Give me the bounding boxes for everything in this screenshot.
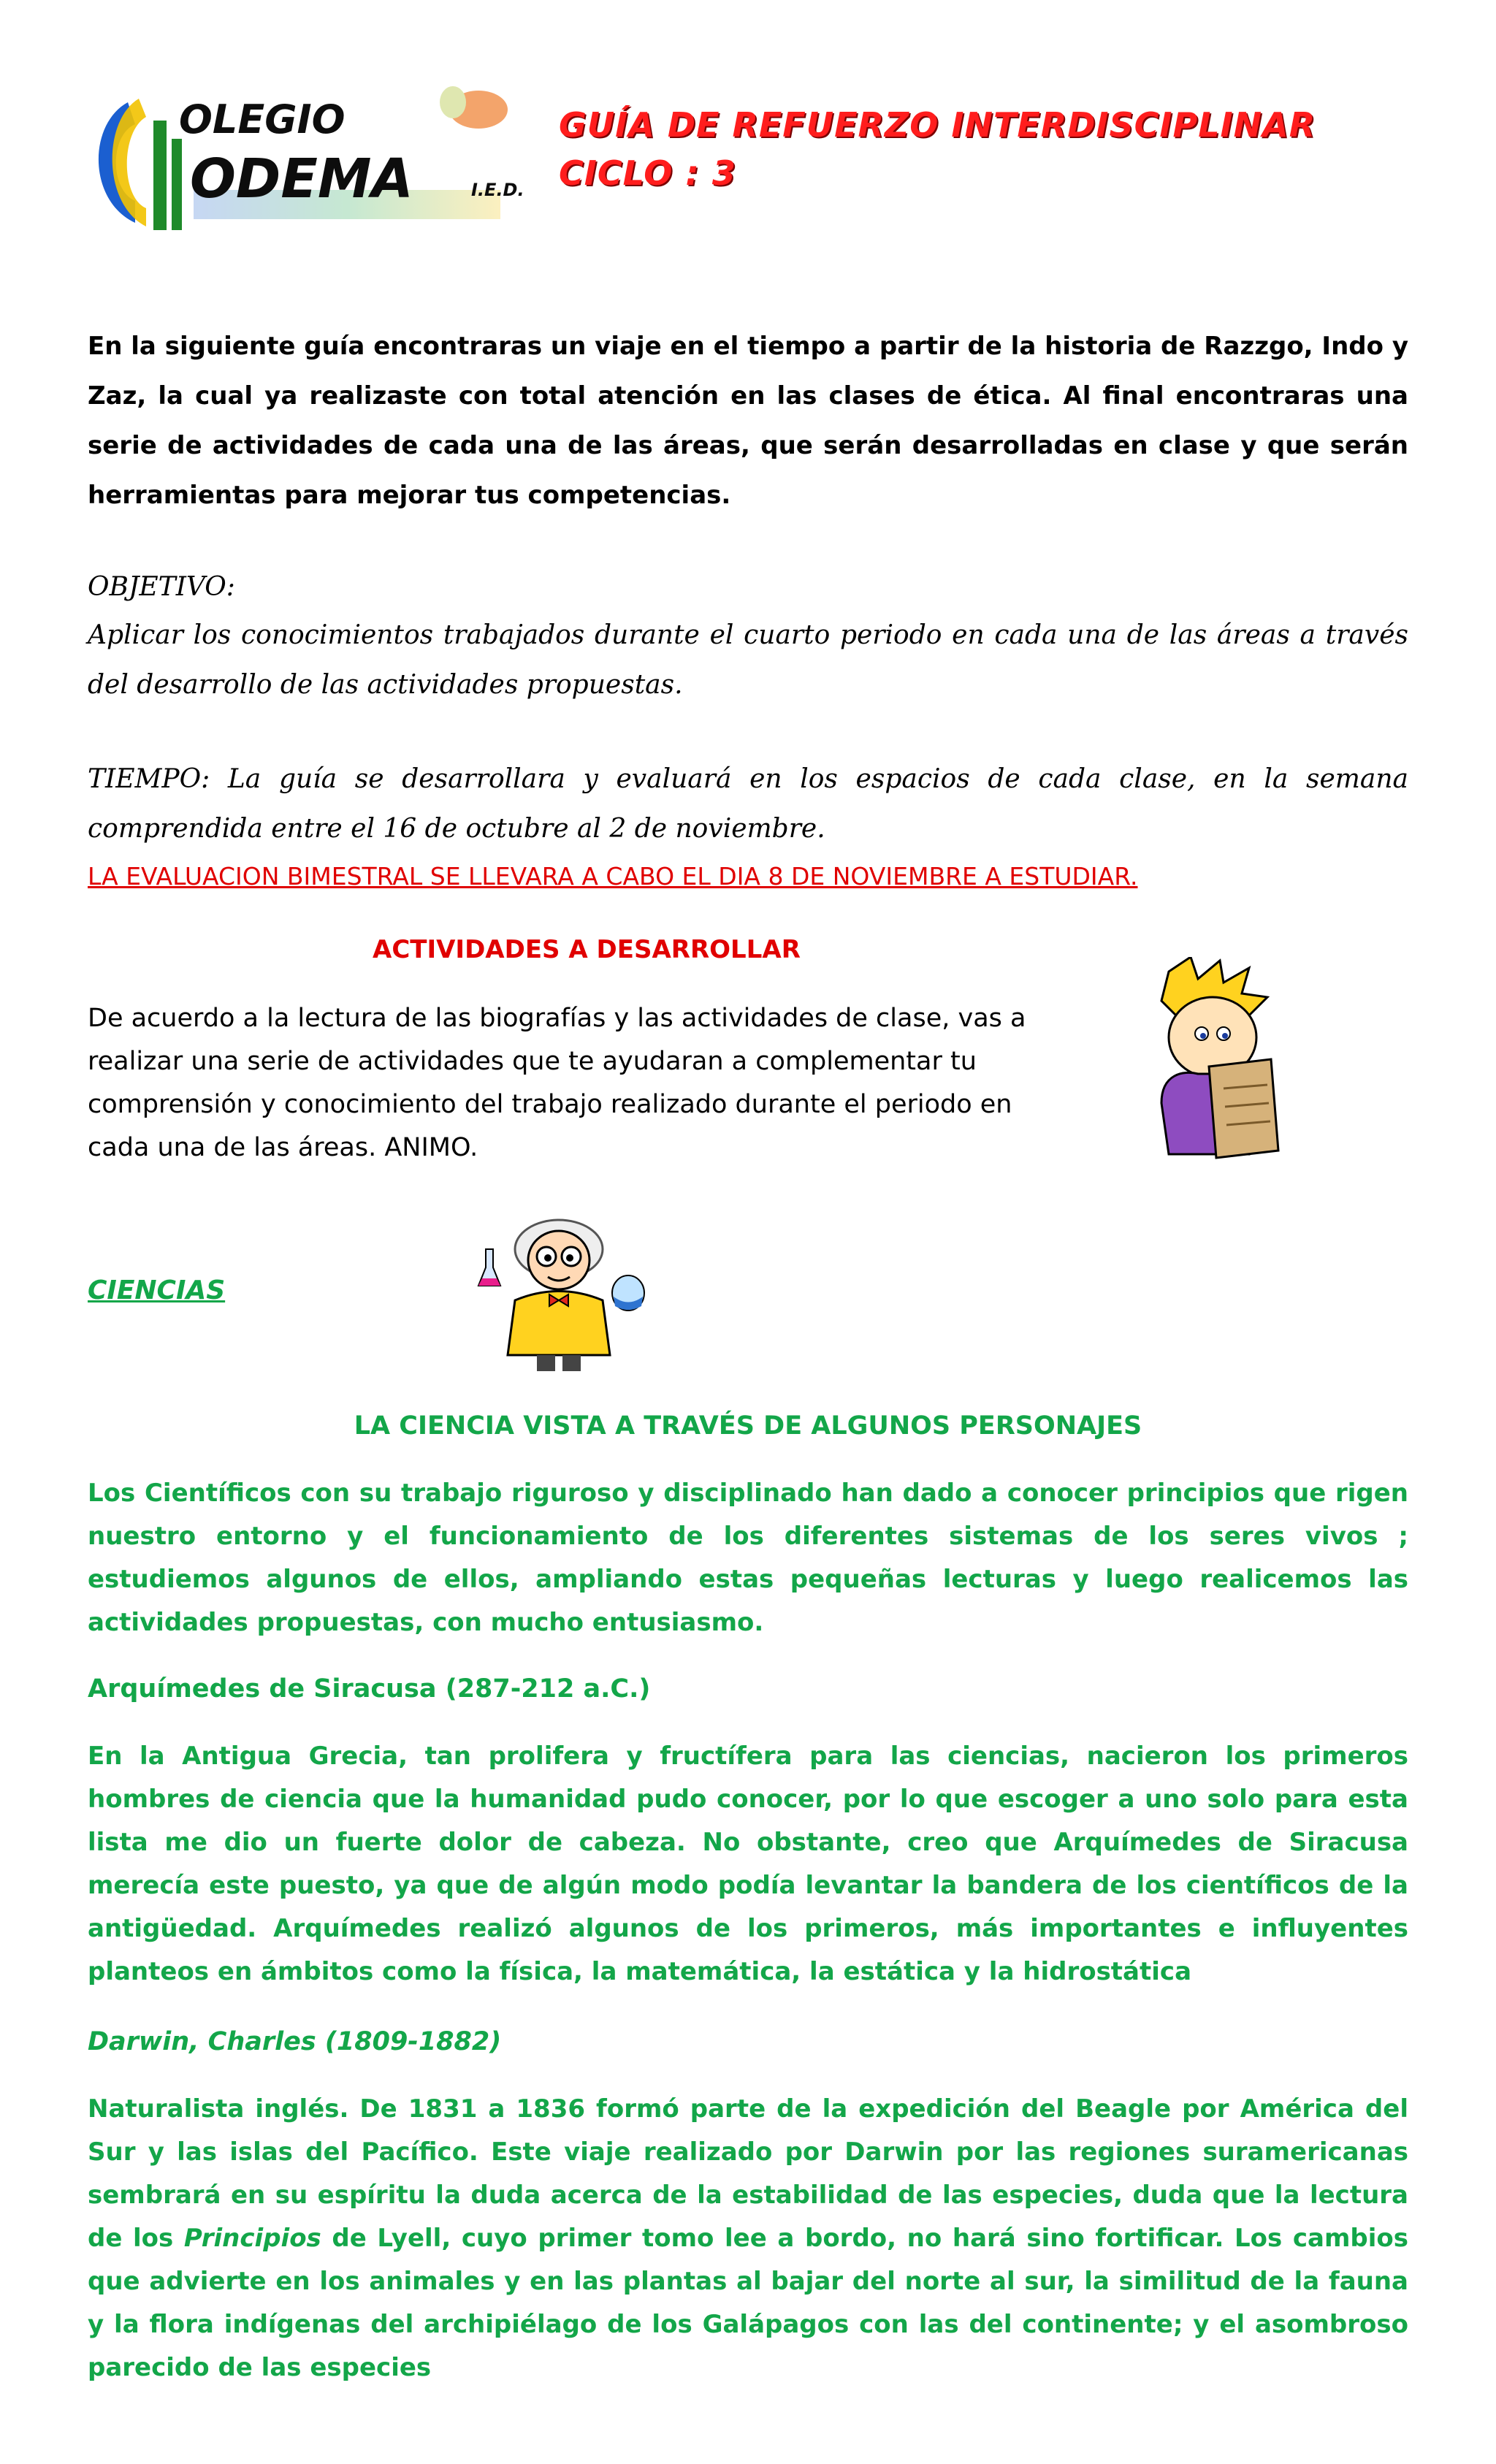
- logo-line2: ODEMA: [190, 148, 413, 210]
- science-section-label: CIENCIAS: [88, 1275, 226, 1305]
- darwin-text-b: de Lyell, cuyo primer tomo lee a bordo, no hará sino fortificar. Los cambios que advierte en los animales y en las plantas al bajar del norte al sur, la similitud de la fauna y la flora indígenas del archipiélago de los Galápagos con las del continente; y el asombroso parecido de las especies: [88, 2224, 1408, 2382]
- archimedes-heading: Arquímedes de Siracusa (287-212 a.C.): [88, 1674, 651, 1704]
- activities-text: De acuerdo a la lectura de las biografías y las actividades de clase, vas a realizar una serie de actividades que te ayudaran a complementar tu comprensión y conocimiento del trabajo realizado durante el periodo en cada una de las áreas. ANIMO.: [88, 1004, 1026, 1162]
- logo-line1: OLEGIO: [179, 96, 346, 142]
- guide-title-line2: CICLO : 3: [559, 153, 736, 193]
- activities-heading: ACTIVIDADES A DESARROLLAR: [373, 935, 801, 964]
- darwin-heading: Darwin, Charles (1809-1882): [88, 2027, 502, 2056]
- objective-text: Aplicar los conocimientos trabajados durante el cuarto periodo en cada una de las áreas a través del desarrollo de las actividades propuestas.: [88, 620, 1408, 700]
- evaluation-notice: LA EVALUACION BIMESTRAL SE LLEVARA A CABO EL DIA 8 DE NOVIEMBRE A ESTUDIAR.: [88, 862, 1138, 890]
- scientist-illustration: [468, 1205, 650, 1377]
- logo-suffix: I.E.D.: [471, 180, 524, 200]
- boy-reading-illustration: [1140, 957, 1286, 1162]
- time-paragraph: TIEMPO: La guía se desarrollara y evaluará en los espacios de cada clase, en la semana comprendida entre el 16 de octubre al 2 de noviembre.: [88, 764, 1408, 844]
- darwin-text: [88, 2088, 1408, 2431]
- science-intro: Los Científicos con su trabajo riguroso y disciplinado han dado a conocer principios que rigen nuestro entorno y el funcionamiento de los diferentes sistemas de los seres vivos ; estudiemos algunos de ellos, ampliando estas pequeñas lecturas y luego realicemos las actividades propuestas, con mucho entusiasmo.: [88, 1479, 1408, 1637]
- archimedes-text: En la Antigua Grecia, tan prolifera y fructífera para las ciencias, nacieron los primeros hombres de ciencia que la humanidad pudo conocer, por lo que escoger a uno solo para esta lista me dio un fuerte dolor de cabeza. No obstante, creo que Arquímedes de Siracusa merecía este puesto, ya que de algún modo podía levantar la bandera de los científicos de la antigüedad. Arquímedes realizó algunos de los primeros, más importantes e influyentes planteos en ámbitos como la física, la matemática, la estática y la hidrostática: [88, 1742, 1408, 1986]
- school-logo: [84, 80, 533, 237]
- darwin-text-a: Naturalista inglés. De 1831 a 1836 formó parte de la expedición del Beagle por América del Sur y las islas del Pacífico. Este viaje realizado por Darwin por las regiones suramericanas sembrará en su espíritu la duda acerca de la estabilidad de las especies, duda que la lectura de los: [88, 2094, 1408, 2253]
- objective-label: OBJETIVO:: [88, 572, 235, 602]
- guide-title: [559, 101, 1435, 197]
- darwin-text-italic: Principios: [183, 2224, 321, 2253]
- guide-title-line1: GUÍA DE REFUERZO INTERDISCIPLINAR: [559, 105, 1316, 145]
- intro-paragraph: En la siguiente guía encontraras un viaje en el tiempo a partir de la historia de Razzgo, Indo y Zaz, la cual ya realizaste con total atención en las clases de ética. Al final encontraras una serie de actividades de cada una de las áreas, que serán desarrolladas en clase y que serán herramientas para mejorar tus competencias.: [88, 332, 1408, 510]
- science-title: LA CIENCIA VISTA A TRAVÉS DE ALGUNOS PERSONAJES: [354, 1411, 1142, 1441]
